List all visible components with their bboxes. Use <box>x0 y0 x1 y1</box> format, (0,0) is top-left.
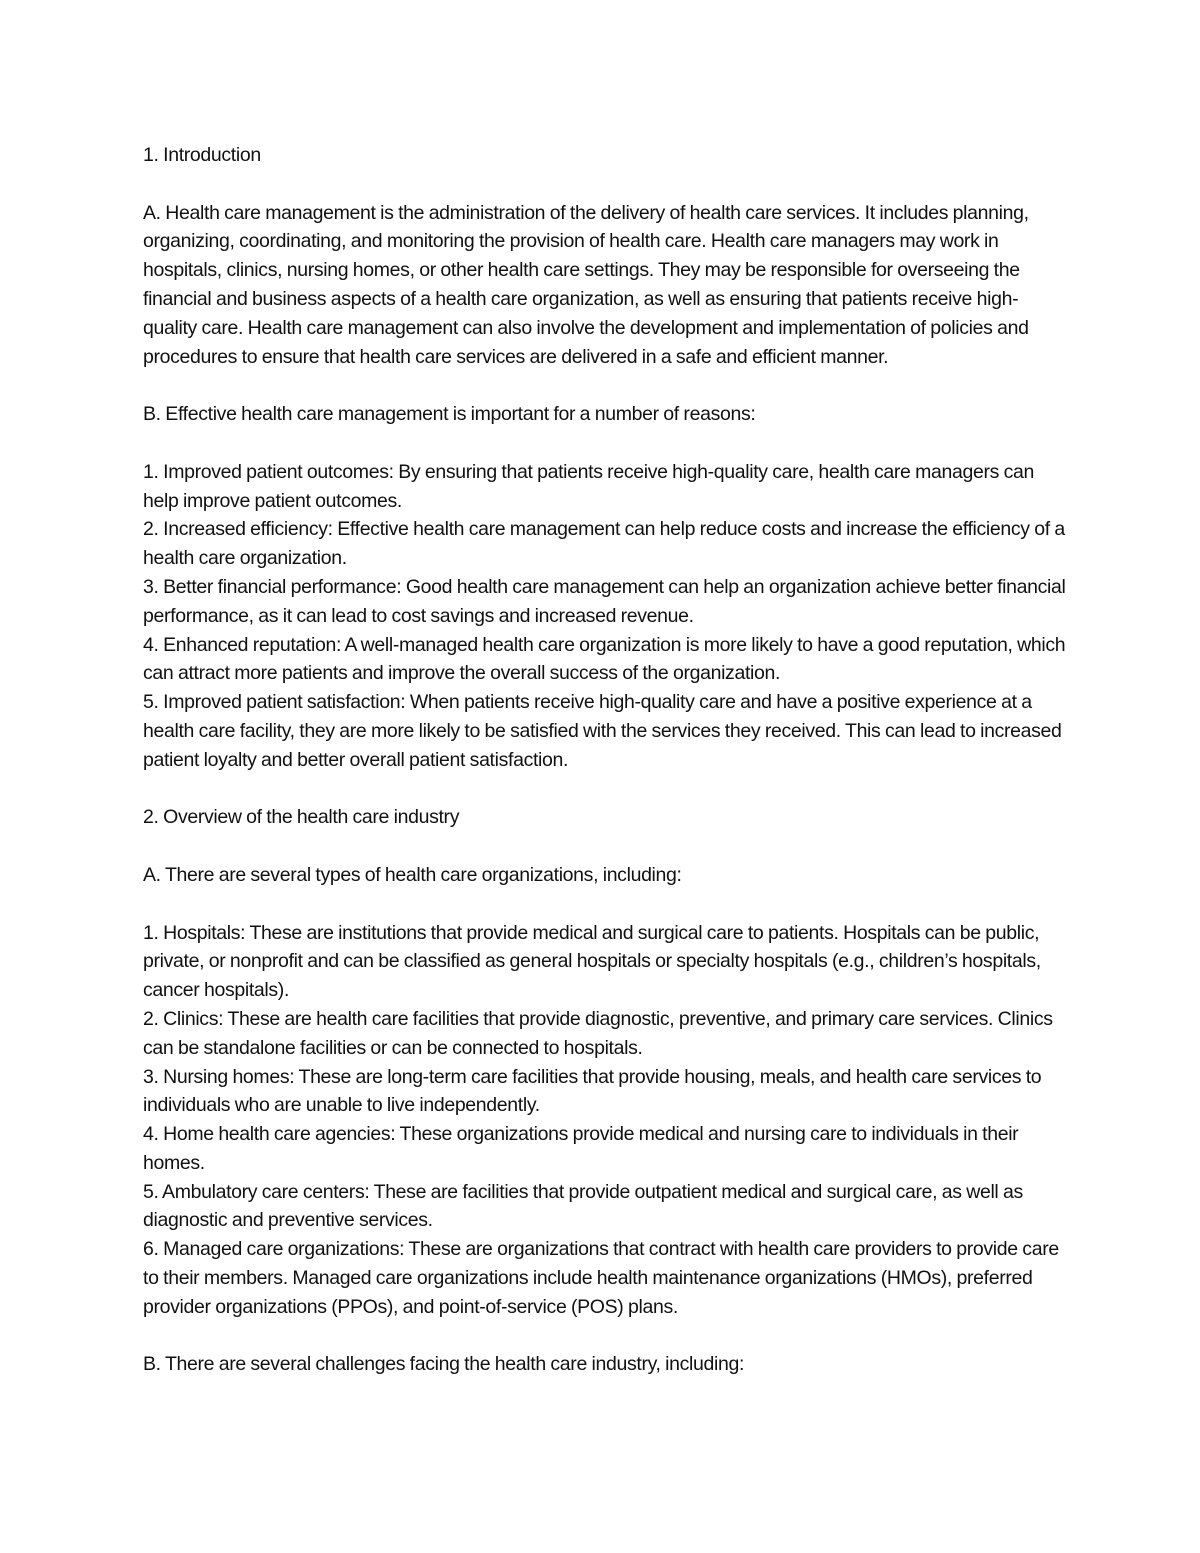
spacer <box>143 170 1068 199</box>
spacer <box>143 832 1068 861</box>
list-item-organization-type: 3. Nursing homes: These are long-term care facilities that provide housing, meals, and health care services to individuals who are unable to live independently. <box>143 1065 1042 1117</box>
document-body <box>143 141 1068 1379</box>
list-item-reason: 5. Improved patient satisfaction: When patients receive high-quality care and have a positive experience at a health care facility, they are more likely to be satisfied with the services they received. This can lead to increased patient loyalty and better overall patient satisfaction. <box>143 691 1062 771</box>
spacer <box>143 890 1068 919</box>
section-heading-overview: 2. Overview of the health care industry <box>143 806 460 829</box>
list-item-reason: 3. Better financial performance: Good health care management can help an organization achieve better financial performance, as it can lead to cost savings and increased revenue. <box>143 575 1066 627</box>
spacer <box>143 775 1068 804</box>
paragraph-intro-b: B. Effective health care management is important for a number of reasons: <box>143 403 756 426</box>
list-item-organization-type: 2. Clinics: These are health care facilities that provide diagnostic, preventive, and primary care services. Clinics can be standalone facilities or can be connected to hospitals. <box>143 1007 1053 1059</box>
spacer <box>143 371 1068 400</box>
list-item-organization-type: 4. Home health care agencies: These organizations provide medical and nursing care to individuals in their homes. <box>143 1123 1019 1174</box>
spacer <box>143 1322 1068 1351</box>
section-heading-introduction: 1. Introduction <box>143 144 261 166</box>
spacer <box>143 429 1068 458</box>
list-item-reason: 2. Increased efficiency: Effective health care management can help reduce costs and increase the efficiency of a health care organization. <box>143 518 1065 570</box>
paragraph-overview-b: B. There are several challenges facing the health care industry, including: <box>143 1353 745 1376</box>
list-item-organization-type: 5. Ambulatory care centers: These are facilities that provide outpatient medical and surgical care, as well as diagnostic and preventive services. <box>143 1180 1023 1232</box>
list-item-organization-type: 6. Managed care organizations: These are organizations that contract with health care providers to provide care to their members. Managed care organizations include health maintenance organizations (HMOs), preferred provider organizations (PPOs), and point-of-service (POS) plans. <box>143 1238 1059 1318</box>
list-item-reason: 4. Enhanced reputation: A well-managed health care organization is more likely to have a good reputation, which can attract more patients and improve the overall success of the organization. <box>143 633 1066 685</box>
paragraph-overview-a: A. There are several types of health care organizations, including: <box>143 863 682 886</box>
list-item-reason: 1. Improved patient outcomes: By ensuring that patients receive high-quality care, health care managers can help improve patient outcomes. <box>143 460 1034 512</box>
paragraph-intro-a: A. Health care management is the administration of the delivery of health care services. It includes planning, organizing, coordinating, and monitoring the provision of health care. Health care managers may work in hospitals, clinics, nursing homes, or other health care settings. They may be responsible for overseeing the financial and business aspects of a health care organization, as well as ensuring that patients receive high-quality care. Health care management can also involve the development and implementation of policies and procedures to ensure that health care services are delivered in a safe and efficient manner. <box>143 201 1029 368</box>
list-item-organization-type: 1. Hospitals: These are institutions that provide medical and surgical care to patients. Hospitals can be public, private, or nonprofit and can be classified as general hospitals or specialty hospitals (e.g., children’s hospitals, cancer hospitals). <box>143 921 1041 1002</box>
